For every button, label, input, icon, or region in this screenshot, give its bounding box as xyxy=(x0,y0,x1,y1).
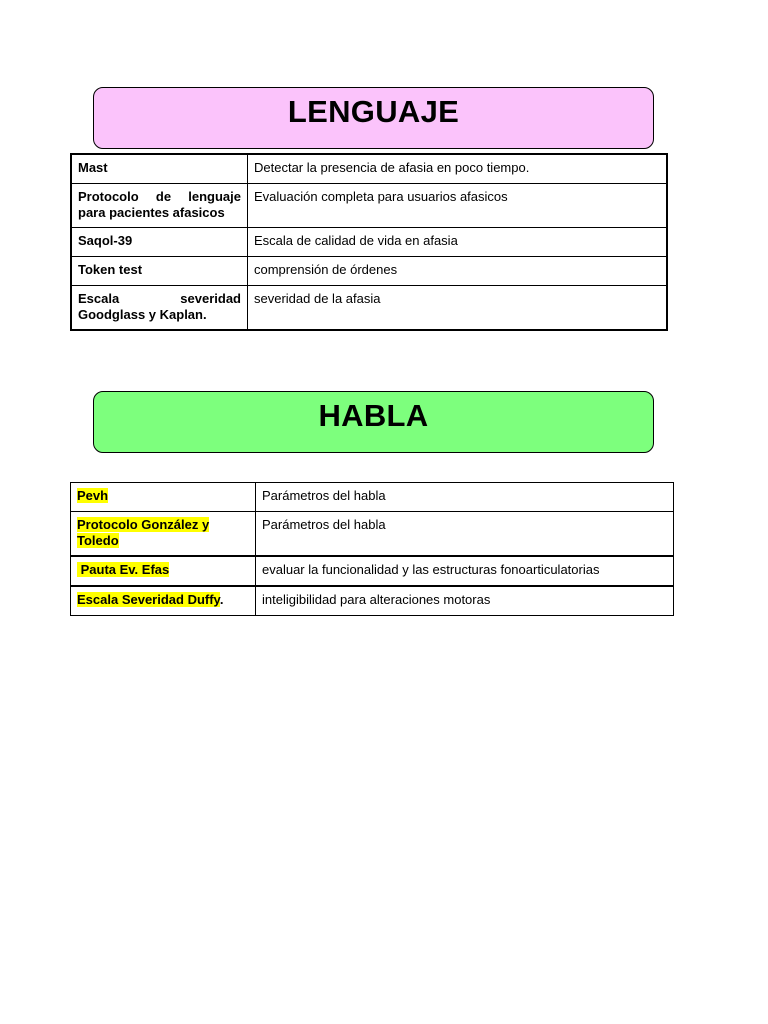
test-description: comprensión de órdenes xyxy=(248,257,668,286)
lenguaje-banner xyxy=(93,87,654,149)
test-name: Pauta Ev. Efas xyxy=(77,562,170,577)
test-description: inteligibilidad para alteraciones motoras xyxy=(256,586,674,616)
test-name-cell xyxy=(71,512,256,557)
table-row xyxy=(71,184,667,228)
table-row xyxy=(71,556,674,586)
test-name: Protocolo de lenguaje para pacientes afasicos xyxy=(71,184,248,228)
test-name: Protocolo González y Toledo xyxy=(77,517,210,548)
test-name-cell xyxy=(71,556,256,586)
table-row xyxy=(71,512,674,557)
table-row xyxy=(71,483,674,512)
lenguaje-title: LENGUAJE xyxy=(287,94,460,129)
test-name: Pevh xyxy=(77,488,109,503)
test-description: Escala de calidad de vida en afasia xyxy=(248,228,668,257)
test-description: evaluar la funcionalidad y las estructuras fonoarticulatorias xyxy=(256,556,674,586)
table-row xyxy=(71,154,667,184)
test-description: severidad de la afasia xyxy=(248,286,668,331)
test-name: Escala Severidad Duffy xyxy=(77,592,220,607)
table-row xyxy=(71,586,674,616)
table-row xyxy=(71,257,667,286)
habla-banner xyxy=(93,391,654,453)
test-name: Token test xyxy=(71,257,248,286)
test-name: Mast xyxy=(71,154,248,184)
test-name-cell xyxy=(71,483,256,512)
test-name-cell xyxy=(71,586,256,616)
test-description: Detectar la presencia de afasia en poco tiempo. xyxy=(248,154,668,184)
test-description: Parámetros del habla xyxy=(256,512,674,557)
table-row xyxy=(71,286,667,331)
habla-table xyxy=(70,482,674,616)
lenguaje-table xyxy=(70,153,668,331)
table-row xyxy=(71,228,667,257)
test-name: Escala severidad Goodglass y Kaplan. xyxy=(71,286,248,331)
test-description: Parámetros del habla xyxy=(256,483,674,512)
test-description: Evaluación completa para usuarios afasicos xyxy=(248,184,668,228)
habla-title: HABLA xyxy=(318,398,429,433)
test-name: Saqol-39 xyxy=(71,228,248,257)
test-name-suffix: . xyxy=(219,592,224,607)
